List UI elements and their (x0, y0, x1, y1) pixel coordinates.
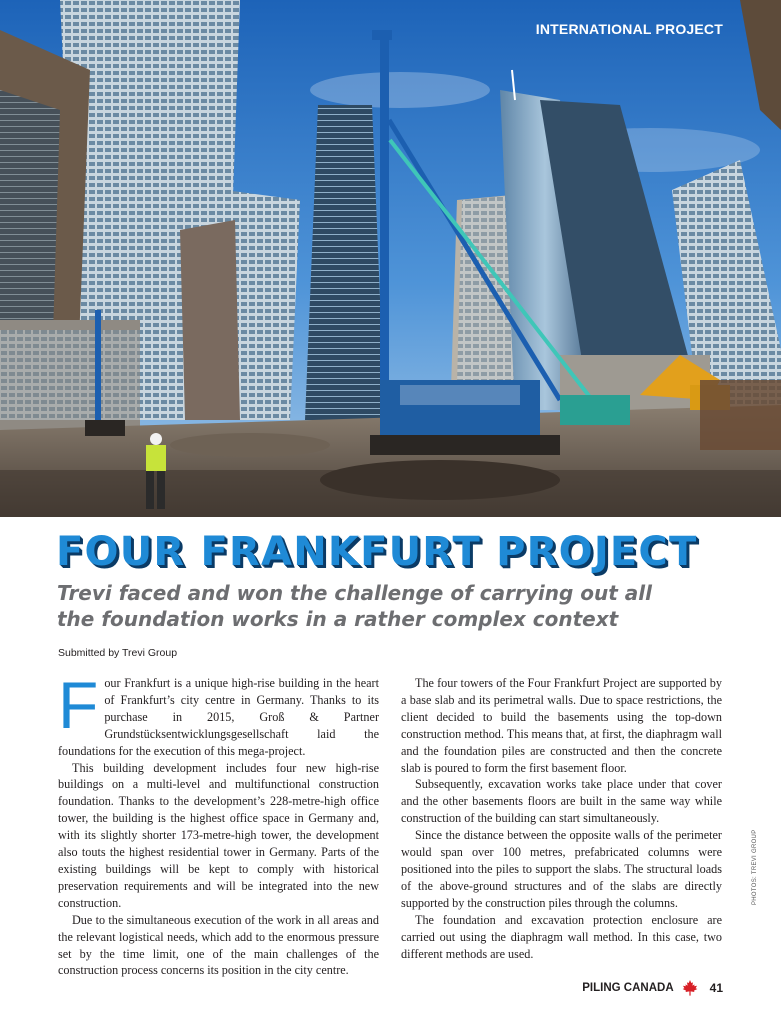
photo-credit: PHOTOS: TREVI GROUP (752, 829, 758, 905)
article-deck (57, 580, 697, 632)
paragraph: Subsequently, excavation works take place under that cover and the other basements floors are built in the same way while construction of the building can start simultaneously. (401, 777, 722, 826)
deck-line-1: Trevi faced and won the challenge of carrying out all (57, 581, 652, 605)
page-number: 41 (709, 981, 723, 995)
paragraph: This building development includes four new high-rise buildings on a multi-level and multifunctional construction foundation. Thanks to the development’s 228-metre-high office tower, the building is the highest office space in Germany and, with its slightly shorter 173-metre-high tower, the development also touts the highest residential tower in Germany. Parts of the existing buildings will be kept to comply with historical preservation requirements and will be integrated into the new construction. (58, 760, 379, 910)
byline: Submitted by Trevi Group (58, 647, 178, 659)
paragraph: Since the distance between the opposite walls of the perimeter would span over 100 metres, prefabricated columns were positioned into the piles to support the slabs. The structural loads of the above-ground structures and of the slabs are directly supported by the construction piles through the columns. (401, 828, 722, 910)
drop-cap: F (58, 668, 99, 742)
section-label: INTERNATIONAL PROJECT (535, 21, 723, 37)
deck-line-2: the foundation works in a rather complex context (57, 607, 619, 631)
paragraph: Due to the simultaneous execution of the work in all areas and the relevant logistical needs, which add to the enormous pressure set by the time limit, one of the main challenges of the construction process concerns its position in the city centre. (58, 912, 379, 978)
paragraph-text: our Frankfurt is a unique high-rise building in the heart of Frankfurt’s city centre in Germany. Thanks to its purchase in 2015, Groß & Partner Grundstücksentwicklungsgesellschaft laid the foundations for the execution of this mega-project. (58, 676, 379, 758)
magazine-name: PILING CANADA (582, 982, 674, 994)
article-title: FOUR FRANKFURT PROJECT (56, 529, 698, 575)
left-column (58, 668, 379, 979)
paragraph: The foundation and excavation protection enclosure are carried out using the diaphragm wall method. In this case, two different methods are used. (401, 912, 722, 961)
right-column (401, 675, 722, 962)
page-footer (582, 980, 723, 996)
maple-leaf-icon (682, 980, 698, 996)
paragraph (58, 668, 379, 760)
paragraph: The four towers of the Four Frankfurt Project are supported by a base slab and its perimetral walls. Due to space restrictions, the client decided to build the basements using the top-down construction method. This means that, at first, the diaphragm wall and the foundation piles are constructed and then the concrete slab is poured to form the first basement floor. (401, 676, 722, 775)
